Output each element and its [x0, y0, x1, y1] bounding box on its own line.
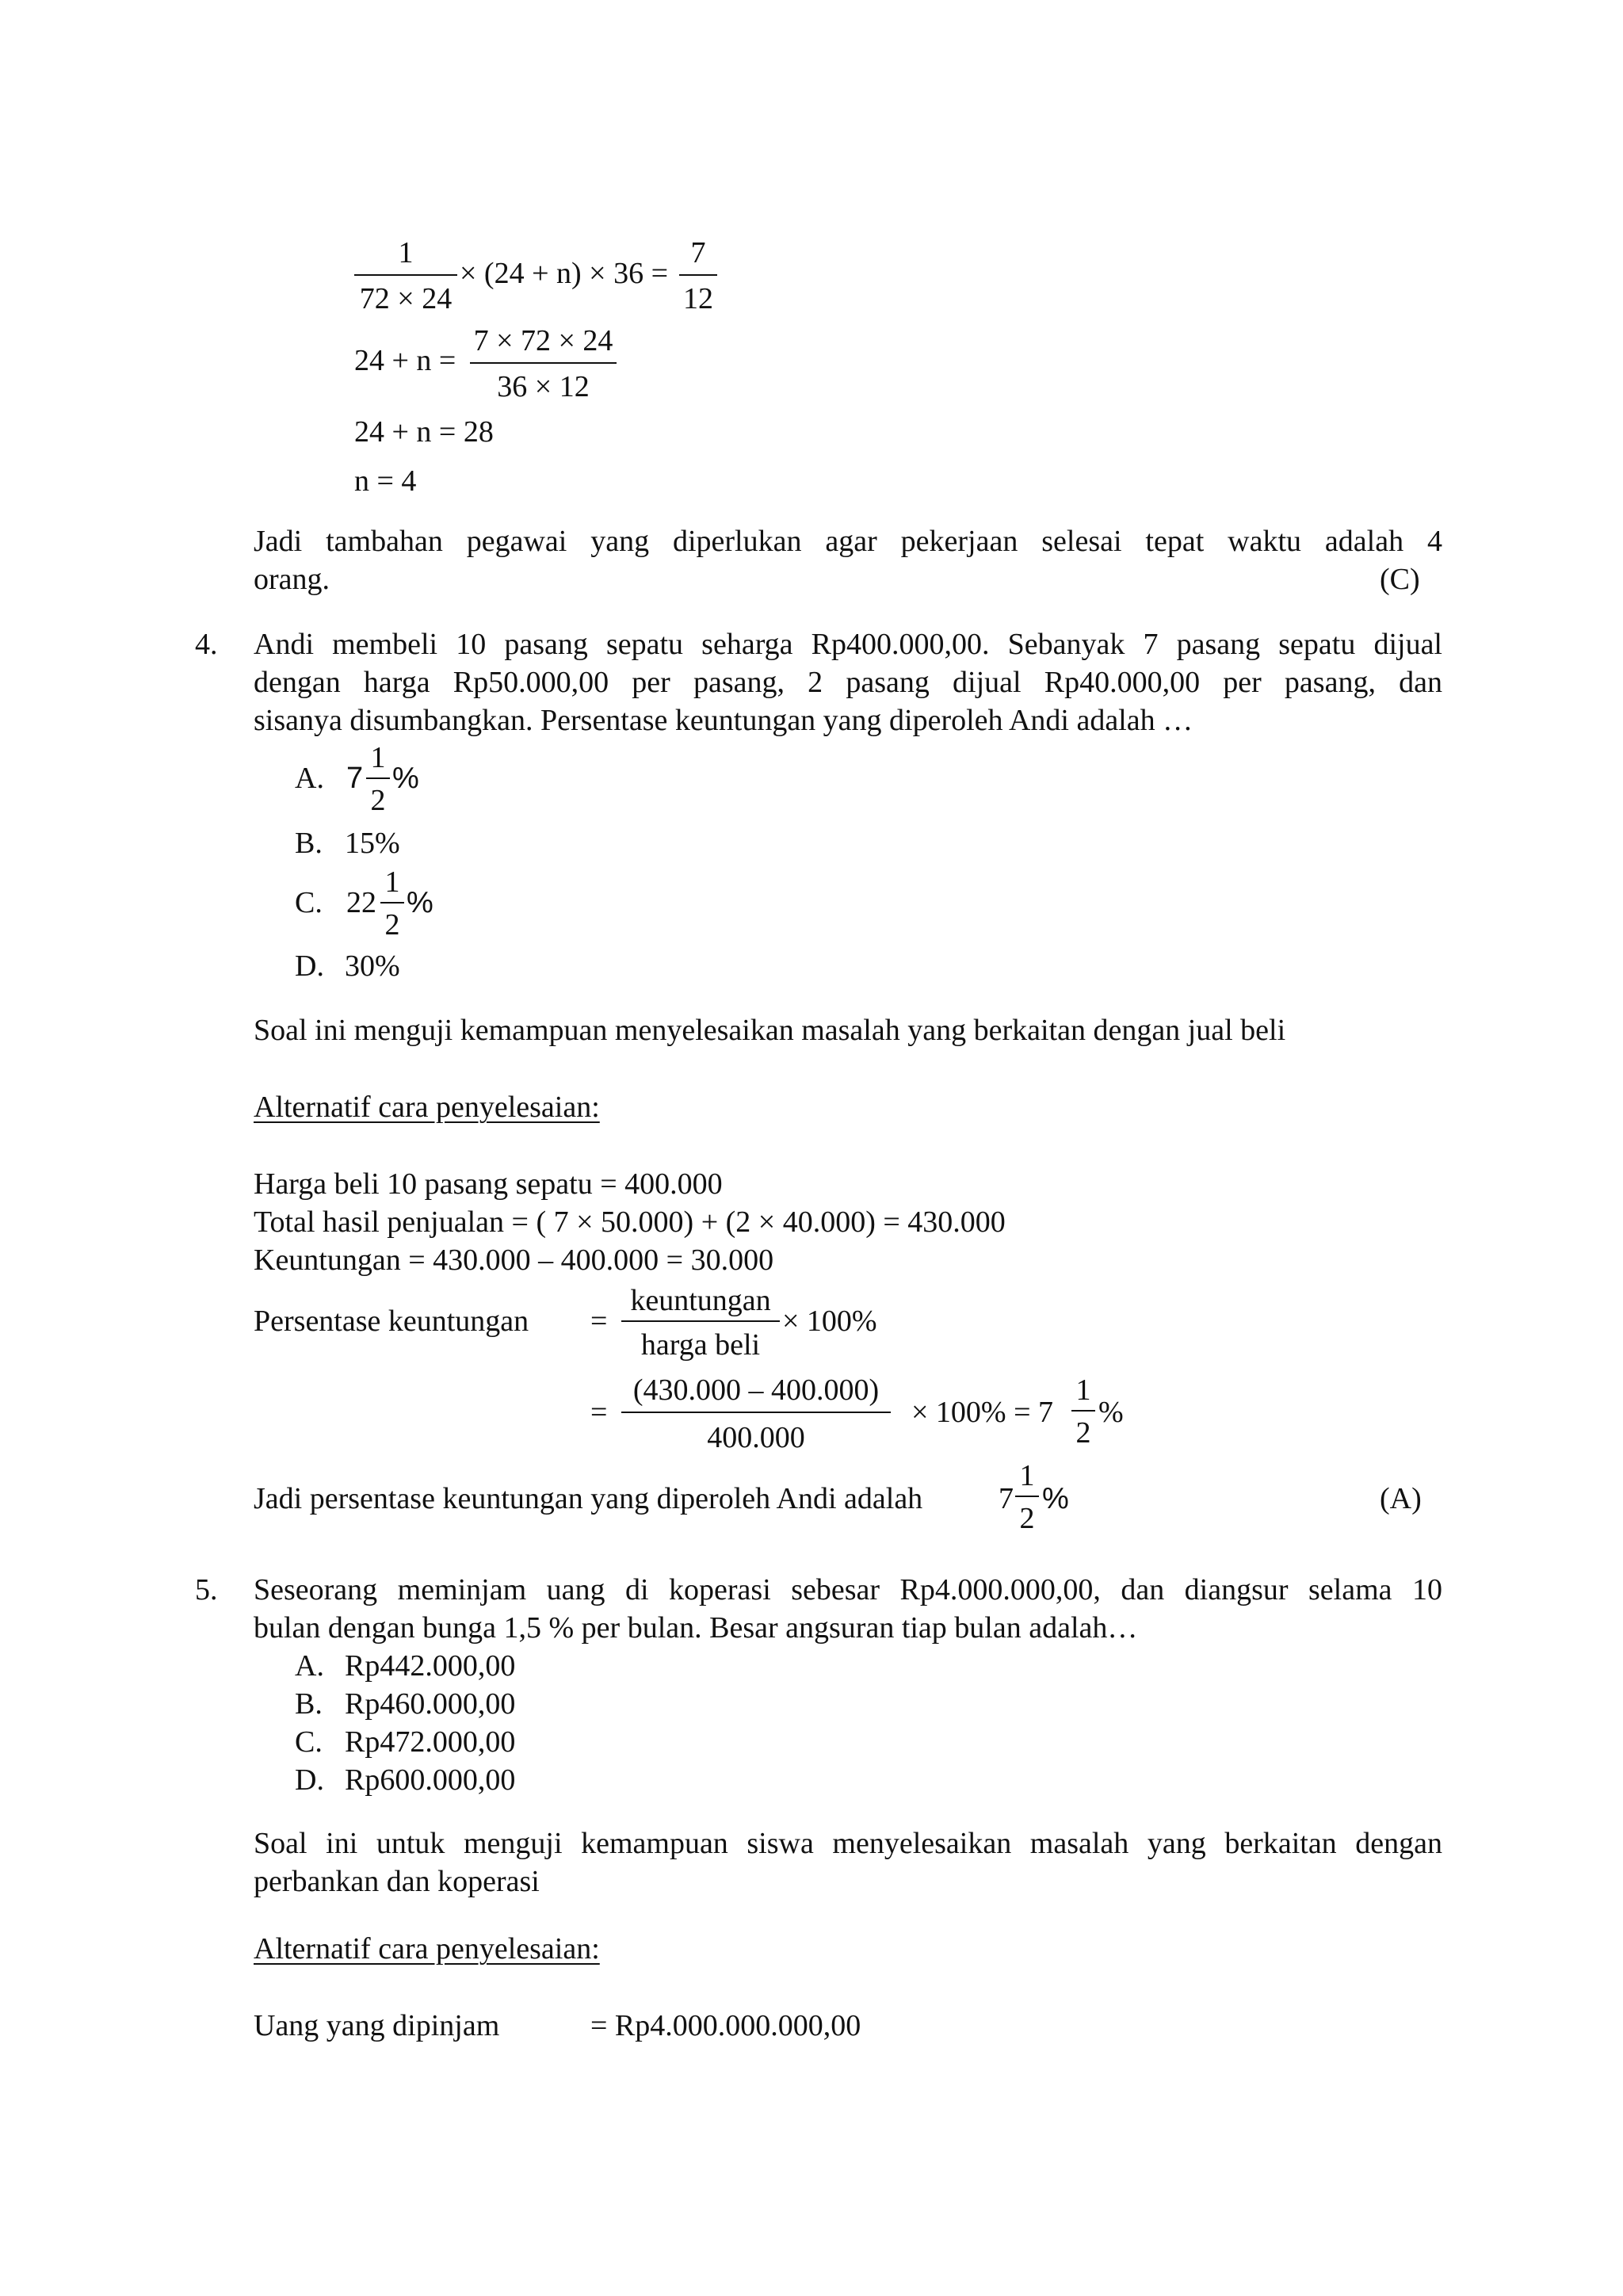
fraction-bar	[380, 902, 404, 904]
option-whole: 7	[346, 762, 364, 795]
q4-conclusion-fraction	[1015, 1461, 1039, 1534]
option-text: 15%	[345, 827, 400, 860]
option-text: 30%	[345, 949, 400, 983]
q4-conclusion: Jadi persentase keuntungan yang diperoleh Andi adalah	[254, 1482, 923, 1515]
fraction-denominator: 400.000	[707, 1421, 805, 1454]
fraction-bar	[1071, 1410, 1095, 1412]
conclusion3-line2: orang.	[254, 563, 330, 596]
fraction-bar	[1015, 1496, 1039, 1497]
fraction-numerator: 7 × 72 × 24	[473, 324, 613, 357]
option-text: Rp472.000,00	[345, 1725, 516, 1759]
calc3-line3: 24 + n = 28	[354, 415, 494, 449]
q4-step-1: Harga beli 10 pasang sepatu = 400.000	[254, 1167, 723, 1201]
q4-step-3: Keuntungan = 430.000 – 400.000 = 30.000	[254, 1244, 774, 1277]
q5-loan-label: Uang yang dipinjam	[254, 2009, 500, 2042]
fraction-numerator: 1	[1075, 1373, 1091, 1407]
q4-calc-fraction	[621, 1375, 891, 1453]
fraction-denominator: 2	[384, 908, 400, 942]
calc3-fraction-2	[679, 238, 717, 314]
option-text: Rp460.000,00	[345, 1687, 516, 1721]
q5-stem-line2: bulan dengan bunga 1,5 % per bulan. Besar angsuran tiap bulan adalah…	[254, 1611, 1138, 1645]
q4-stem-line1: Andi membeli 10 pasang sepatu seharga Rp400.000,00. Sebanyak 7 pasang sepatu dijual	[254, 628, 1442, 661]
fraction-numerator: (430.000 – 400.000)	[632, 1373, 880, 1407]
option-suffix: %	[392, 762, 419, 795]
option-whole: 22	[346, 886, 376, 919]
fraction-bar	[470, 362, 617, 364]
q5-number: 5.	[195, 1573, 218, 1606]
fraction-bar	[621, 1412, 891, 1413]
q4-number: 4.	[195, 628, 218, 661]
fraction-numerator: keuntungan	[630, 1284, 771, 1317]
option-letter: D.	[295, 1763, 324, 1797]
option-letter: B.	[295, 827, 323, 860]
calc3-fraction-1	[354, 238, 457, 314]
fraction-denominator: 36 × 12	[497, 370, 590, 403]
fraction-bar	[679, 274, 717, 276]
option-fraction	[380, 867, 404, 940]
q4-pct-fraction	[621, 1286, 780, 1360]
fraction-numerator: 1	[1019, 1459, 1035, 1492]
q4-pct-multiplier: × 100%	[782, 1305, 877, 1338]
q5-note-line1: Soal ini untuk menguji kemampuan siswa menyelesaikan masalah yang berkaitan dengan	[254, 1827, 1442, 1860]
option-text: Rp600.000,00	[345, 1763, 516, 1797]
q4-conclusion-whole: 7	[999, 1482, 1014, 1515]
option-letter: C.	[295, 1725, 323, 1759]
q4-stem-line3: sisanya disumbangkan. Persentase keuntungan yang diperoleh Andi adalah …	[254, 704, 1193, 737]
q5-note-line2: perbankan dan koperasi	[254, 1865, 540, 1898]
option-text: Rp442.000,00	[345, 1649, 516, 1683]
option-letter: A.	[295, 762, 324, 795]
conclusion3-line1: Jadi tambahan pegawai yang diperlukan agar pekerjaan selesai tepat waktu adalah 4	[254, 525, 1442, 558]
q4-pct-equals: =	[590, 1305, 608, 1338]
option-fraction	[366, 743, 390, 816]
fraction-bar	[621, 1320, 780, 1322]
fraction-numerator: 7	[690, 236, 706, 269]
fraction-denominator: 2	[1075, 1416, 1091, 1450]
q4-calc-equals: =	[590, 1396, 608, 1429]
calc3-line2-lhs: 24 + n =	[354, 344, 456, 377]
q5-loan-value: = Rp4.000.000.000,00	[590, 2009, 861, 2042]
fraction-denominator: harga beli	[640, 1328, 761, 1362]
fraction-denominator: 12	[683, 282, 713, 315]
q4-conclusion-percent: %	[1042, 1482, 1069, 1515]
fraction-denominator: 2	[1019, 1502, 1035, 1535]
fraction-numerator: 1	[370, 741, 386, 774]
q4-pct-label: Persentase keuntungan	[254, 1305, 529, 1338]
q4-note: Soal ini menguji kemampuan menyelesaikan masalah yang berkaitan dengan jual beli	[254, 1014, 1286, 1047]
fraction-numerator: 1	[384, 865, 400, 899]
fraction-denominator: 72 × 24	[359, 282, 453, 315]
option-suffix: %	[407, 886, 433, 919]
q4-step-2: Total hasil penjualan = ( 7 × 50.000) + (2 × 40.000) = 430.000	[254, 1205, 1006, 1239]
fraction-bar	[354, 274, 457, 276]
q4-calc-result-fraction	[1071, 1375, 1095, 1448]
fraction-bar	[366, 777, 390, 779]
option-letter: C.	[295, 886, 323, 919]
q4-stem-line2: dengan harga Rp50.000,00 per pasang, 2 pasang dijual Rp40.000,00 per pasang, dan	[254, 666, 1442, 699]
q4-calc-result: × 100% = 7	[911, 1396, 1054, 1429]
calc3-line4: n = 4	[354, 464, 417, 498]
fraction-denominator: 2	[370, 784, 386, 817]
q5-solution-heading: Alternatif cara penyelesaian:	[254, 1932, 600, 1966]
fraction-numerator: 1	[398, 236, 414, 269]
q5-stem-line1: Seseorang meminjam uang di koperasi sebesar Rp4.000.000,00, dan diangsur selama 10	[254, 1573, 1442, 1606]
option-letter: D.	[295, 949, 324, 983]
q4-calc-percent: %	[1098, 1396, 1124, 1429]
option-letter: B.	[295, 1687, 323, 1721]
q4-answer: (A)	[1380, 1482, 1422, 1515]
option-letter: A.	[295, 1649, 324, 1683]
conclusion3-answer: (C)	[1380, 563, 1420, 596]
calc3-fraction-3	[470, 326, 617, 402]
q4-solution-heading: Alternatif cara penyelesaian:	[254, 1091, 600, 1124]
calc3-line1-middle: × (24 + n) × 36 =	[460, 257, 669, 290]
